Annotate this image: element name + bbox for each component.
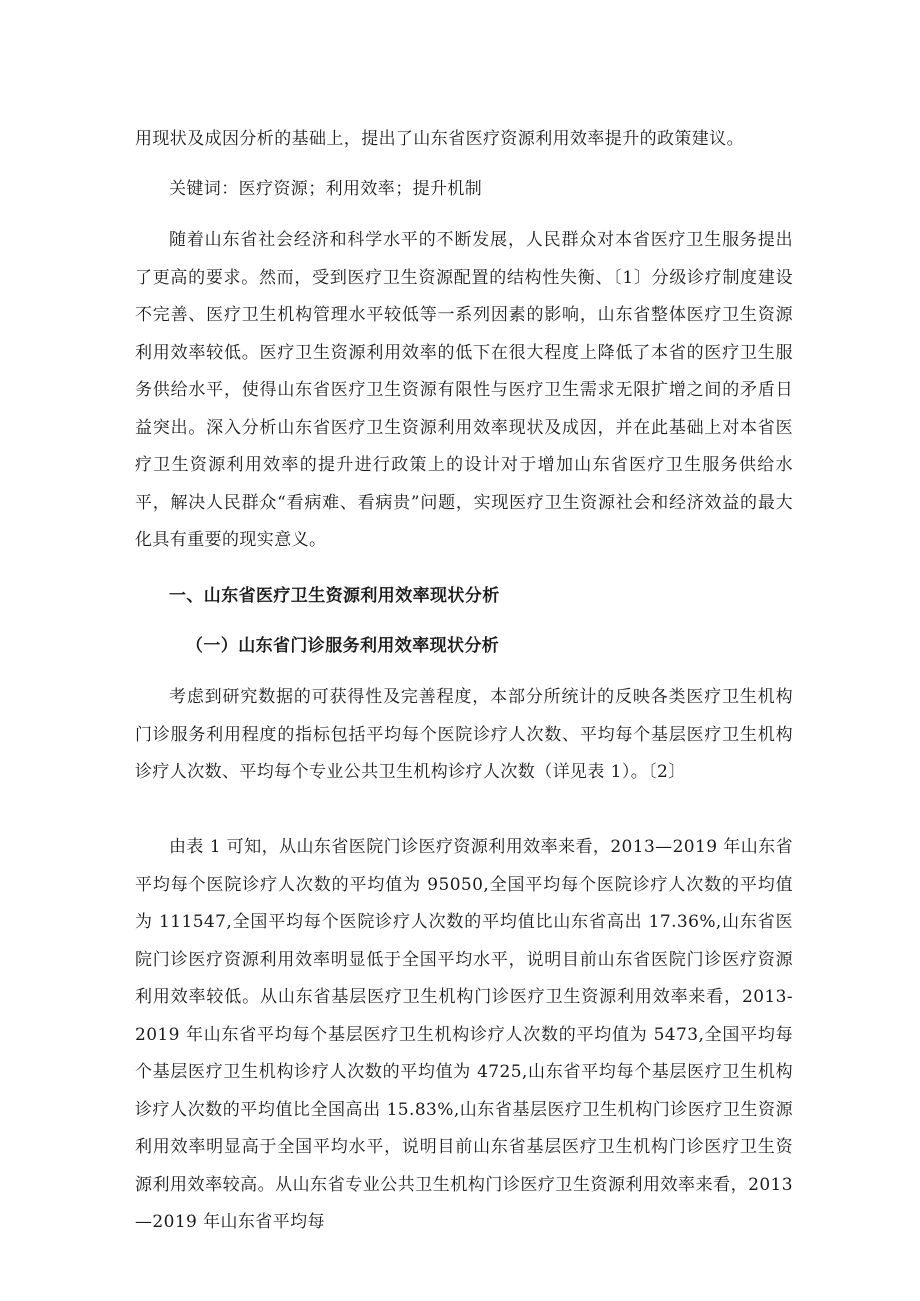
section-1-title: 一、山东省医疗卫生资源利用效率现状分析 xyxy=(169,586,500,606)
subsection-1-title: （一）山东省门诊服务利用效率现状分析 xyxy=(186,636,500,656)
keywords-line: 关键词：医疗资源；利用效率；提升机制 xyxy=(169,179,483,199)
analysis-paragraph: 由表 1 可知，从山东省医院门诊医疗资源利用效率来看，2013—2019 年山东省平均每个医院诊疗人次数的平均值为 95050,全国平均每个医院诊疗人次数的平均值为 111547,全国平均每个医院诊疗人次数的平均值比山东省高出 17.36%,山东省医院门诊医疗资源利用效率明显低于全国平均水平，说明目前山东省医院门诊医疗资源利用效率较低。从山东省基层医疗卫生机构门诊医疗卫生资源利用效率来看，2013-2019 年山东省平均每个基层医疗卫生机构诊疗人次数的平均值为 5473,全国平均每个基层医疗卫生机构诊疗人次数的平均值为 4725,山东省平均每个基层医疗卫生机构诊疗人次数的平均值比全国高出 15.83%,山东省基层医疗卫生机构门诊医疗卫生资源利用效率明显高于全国平均水平，说明目前山东省基层医疗卫生机构门诊医疗卫生资源利用效率较高。从山东省专业公共卫生机构门诊医疗卫生资源利用效率来看，2013—2019 年山东省平均每 xyxy=(135,837,793,1232)
indicators-paragraph: 考虑到研究数据的可获得性及完善程度，本部分所统计的反映各类医疗卫生机构门诊服务利用程度的指标包括平均每个医院诊疗人次数、平均每个基层医疗卫生机构诊疗人次数、平均每个专业公共卫生机构诊疗人次数（详见表 1）。〔2〕 xyxy=(135,687,793,782)
intro-tail-paragraph: 用现状及成因分析的基础上，提出了山东省医疗资源利用效率提升的政策建议。 xyxy=(135,129,744,149)
background-paragraph: 随着山东省社会经济和科学水平的不断发展，人民群众对本省医疗卫生服务提出了更高的要求。然而，受到医疗卫生资源配置的结构性失衡、〔1〕分级诊疗制度建设不完善、医疗卫生机构管理水平较低等一系列因素的影响，山东省整体医疗卫生资源利用效率较低。医疗卫生资源利用效率的低下在很大程度上降低了本省的医疗卫生服务供给水平，使得山东省医疗卫生资源有限性与医疗卫生需求无限扩增之间的矛盾日益突出。深入分析山东省医疗卫生资源利用效率现状及成因，并在此基础上对本省医疗卫生资源利用效率的提升进行政策上的设计对于增加山东省医疗卫生服务供给水平，解决人民群众“看病难、看病贵”问题，实现医疗卫生资源社会和经济效益的最大化具有重要的现实意义。 xyxy=(135,230,793,550)
